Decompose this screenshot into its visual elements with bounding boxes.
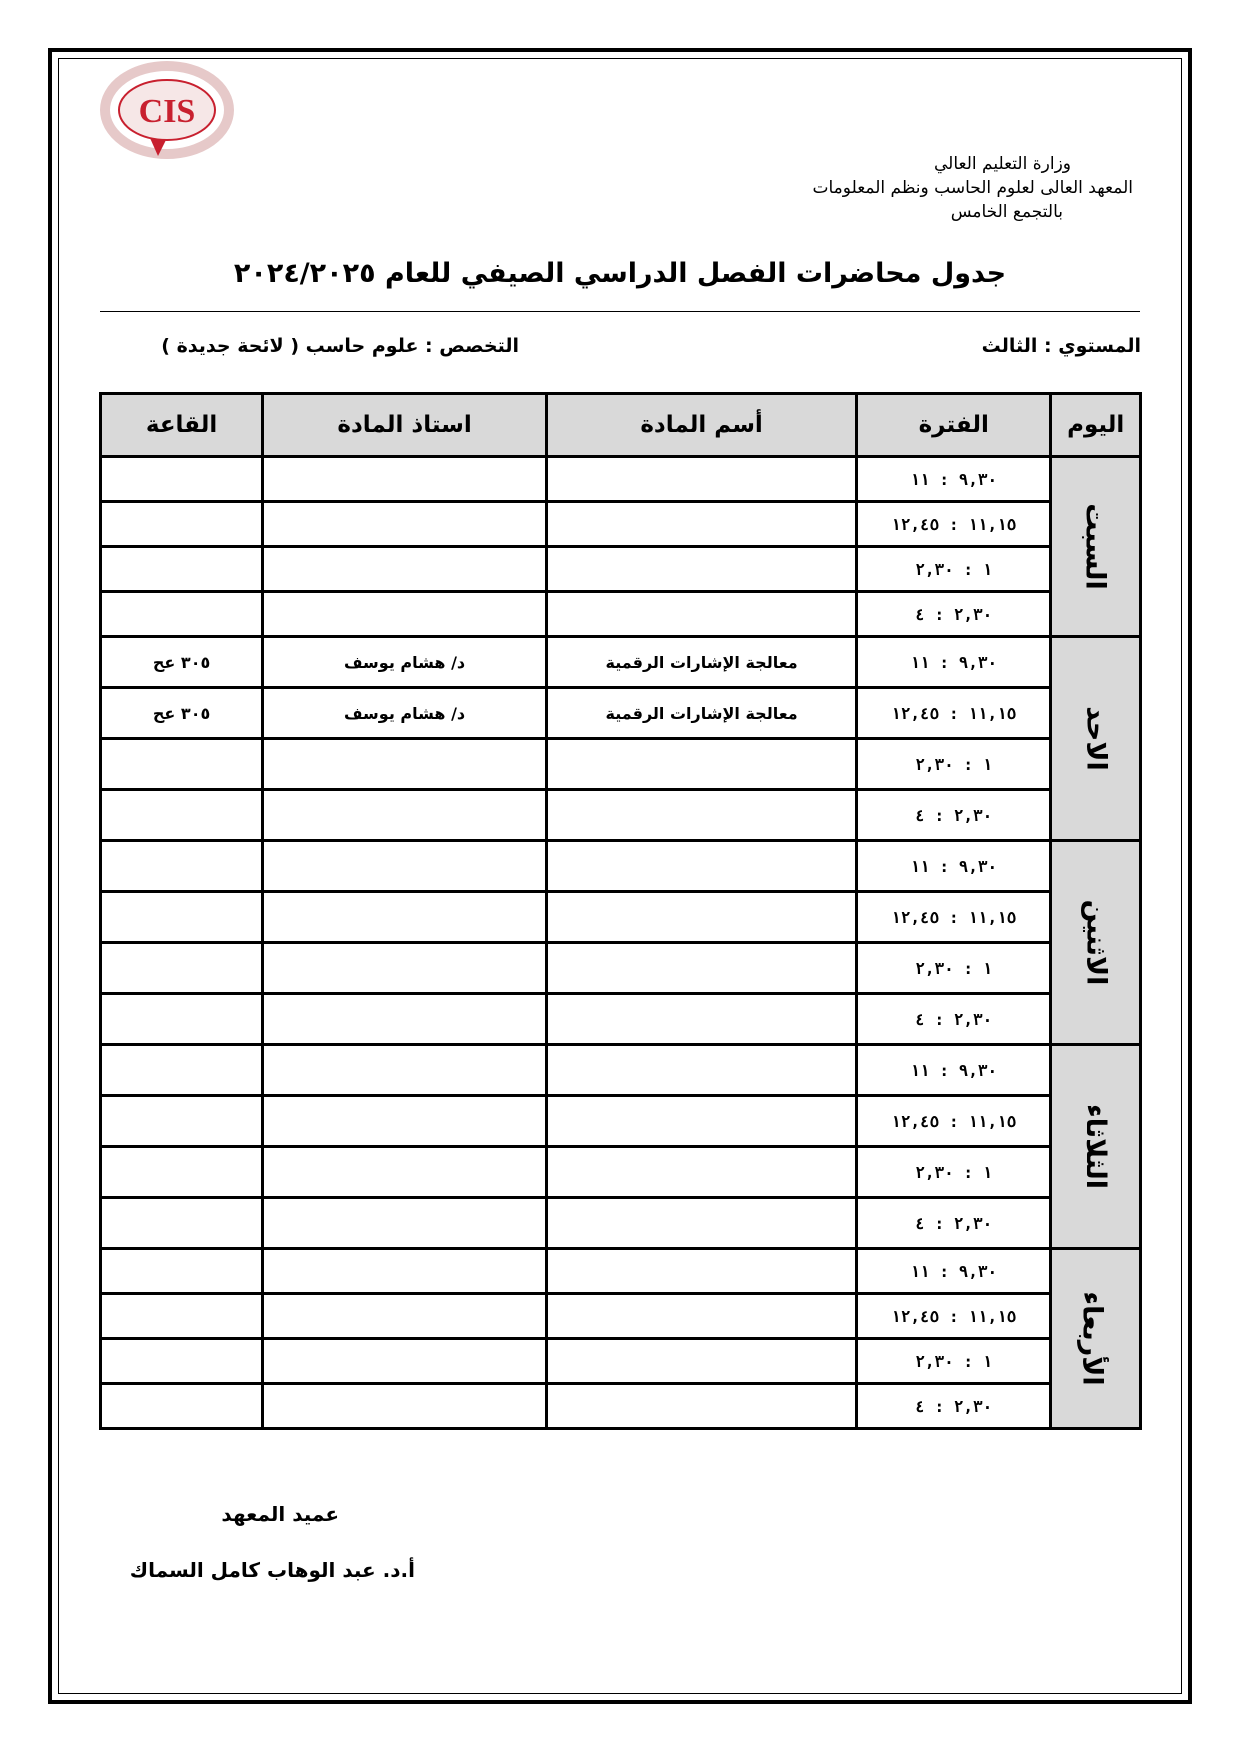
day-label: الثلاثاء	[1080, 1104, 1112, 1189]
period-cell: ١ : ٢,٣٠	[858, 548, 1049, 590]
instructor-cell	[264, 1250, 545, 1292]
table-row	[102, 1250, 1139, 1292]
room-cell	[102, 503, 261, 545]
instructor-cell	[264, 1385, 545, 1427]
table-row	[102, 944, 1139, 992]
instructor-cell	[264, 1199, 545, 1247]
table-row	[102, 689, 1139, 737]
instructor-cell	[264, 893, 545, 941]
subject-cell	[548, 503, 855, 545]
instructor-cell	[264, 548, 545, 590]
subject-cell	[548, 1385, 855, 1427]
table-row	[102, 791, 1139, 839]
subject-cell	[548, 1250, 855, 1292]
table-row	[102, 1340, 1139, 1382]
subject-cell	[548, 1046, 855, 1094]
room-cell	[102, 1097, 261, 1145]
period-cell: ١ : ٢,٣٠	[858, 740, 1049, 788]
room-cell	[102, 1385, 261, 1427]
instructor-cell	[264, 740, 545, 788]
specialization-label: التخصص : علوم حاسب ( لائحة جديدة )	[161, 335, 519, 357]
dean-title: عميد المعهد	[221, 1502, 339, 1526]
table-header-row	[102, 395, 1139, 455]
day-label: الاحد	[1080, 706, 1112, 771]
day-label: الاثنين	[1080, 899, 1112, 986]
instructor-cell	[264, 1340, 545, 1382]
period-cell: ٩,٣٠ : ١١	[858, 842, 1049, 890]
period-cell: ٢,٣٠ : ٤	[858, 995, 1049, 1043]
logo-text: CIS	[138, 93, 196, 130]
day-cell	[1052, 1250, 1139, 1427]
subject-cell	[548, 593, 855, 635]
header-day: اليوم	[1052, 395, 1139, 455]
period-cell: ٢,٣٠ : ٤	[858, 1385, 1049, 1427]
table-row	[102, 893, 1139, 941]
header-room: القاعة	[102, 395, 261, 455]
room-cell	[102, 791, 261, 839]
instructor-cell	[264, 503, 545, 545]
subject-cell	[548, 1097, 855, 1145]
table-row	[102, 1046, 1139, 1094]
period-cell: ١١,١٥ : ١٢,٤٥	[858, 689, 1049, 737]
table-row	[102, 1148, 1139, 1196]
room-cell	[102, 548, 261, 590]
instructor-cell	[264, 842, 545, 890]
day-cell	[1052, 458, 1139, 635]
table-row	[102, 1295, 1139, 1337]
room-cell	[102, 995, 261, 1043]
instructor-cell	[264, 1295, 545, 1337]
table-row	[102, 1385, 1139, 1427]
instructor-cell	[264, 995, 545, 1043]
room-cell	[102, 458, 261, 500]
day-cell	[1052, 1046, 1139, 1247]
period-cell: ١١,١٥ : ١٢,٤٥	[858, 503, 1049, 545]
room-cell	[102, 893, 261, 941]
room-cell	[102, 842, 261, 890]
room-cell	[102, 1295, 261, 1337]
room-cell	[102, 740, 261, 788]
institute-name: المعهد العالى لعلوم الحاسب ونظم المعلومات	[812, 178, 1133, 198]
period-cell: ١١,١٥ : ١٢,٤٥	[858, 1295, 1049, 1337]
subject-cell	[548, 740, 855, 788]
room-cell	[102, 593, 261, 635]
table-row	[102, 1097, 1139, 1145]
period-cell: ١١,١٥ : ١٢,٤٥	[858, 893, 1049, 941]
period-cell: ١١,١٥ : ١٢,٤٥	[858, 1097, 1049, 1145]
subject-cell	[548, 1295, 855, 1337]
room-cell	[102, 1340, 261, 1382]
header-subject: أسم المادة	[548, 395, 855, 455]
instructor-cell	[264, 1148, 545, 1196]
instructor-cell: د/ هشام يوسف	[264, 638, 545, 686]
instructor-cell	[264, 458, 545, 500]
period-cell: ٢,٣٠ : ٤	[858, 593, 1049, 635]
day-label: الأربعاء	[1076, 1291, 1108, 1386]
table-row	[102, 548, 1139, 590]
instructor-cell	[264, 791, 545, 839]
room-cell	[102, 1148, 261, 1196]
institution-header	[813, 152, 1134, 224]
page-title: جدول محاضرات الفصل الدراسي الصيفي للعام ٢٠٢٤/٢٠٢٥	[233, 258, 1007, 289]
room-cell: ٣٠٥ عح	[102, 638, 261, 686]
table-row	[102, 842, 1139, 890]
room-cell	[102, 1199, 261, 1247]
subject-cell	[548, 1340, 855, 1382]
day-label: السبت	[1080, 503, 1112, 590]
table-row	[102, 593, 1139, 635]
subject-cell: معالجة الإشارات الرقمية	[548, 638, 855, 686]
instructor-cell	[264, 593, 545, 635]
subject-cell	[548, 548, 855, 590]
period-cell: ٢,٣٠ : ٤	[858, 791, 1049, 839]
title-divider	[100, 311, 1140, 312]
instructor-cell: د/ هشام يوسف	[264, 689, 545, 737]
instructor-cell	[264, 1097, 545, 1145]
dean-name: أ.د. عبد الوهاب كامل السماك	[129, 1558, 415, 1582]
header-instructor: استاذ المادة	[264, 395, 545, 455]
schedule-table-wrapper	[99, 392, 1142, 1430]
institute-logo	[92, 60, 242, 170]
period-cell: ٩,٣٠ : ١١	[858, 458, 1049, 500]
room-cell	[102, 1046, 261, 1094]
table-row	[102, 503, 1139, 545]
header-period: الفترة	[858, 395, 1049, 455]
room-cell: ٣٠٥ عح	[102, 689, 261, 737]
period-cell: ٩,٣٠ : ١١	[858, 1250, 1049, 1292]
subject-cell	[548, 458, 855, 500]
subject-cell	[548, 1148, 855, 1196]
period-cell: ١ : ٢,٣٠	[858, 1148, 1049, 1196]
period-cell: ٩,٣٠ : ١١	[858, 1046, 1049, 1094]
subject-cell	[548, 995, 855, 1043]
period-cell: ١ : ٢,٣٠	[858, 944, 1049, 992]
ministry-name: وزارة التعليم العالي	[933, 154, 1071, 174]
period-cell: ٩,٣٠ : ١١	[858, 638, 1049, 686]
day-cell	[1052, 842, 1139, 1043]
table-row	[102, 1199, 1139, 1247]
subject-cell	[548, 1199, 855, 1247]
period-cell: ١ : ٢,٣٠	[858, 1340, 1049, 1382]
subject-cell	[548, 842, 855, 890]
level-label: المستوي : الثالث	[981, 335, 1141, 357]
day-cell	[1052, 638, 1139, 839]
branch-name: بالتجمع الخامس	[950, 202, 1063, 222]
table-row	[102, 638, 1139, 686]
subject-cell	[548, 893, 855, 941]
room-cell	[102, 944, 261, 992]
table-row	[102, 458, 1139, 500]
instructor-cell	[264, 1046, 545, 1094]
subject-cell	[548, 791, 855, 839]
schedule-body	[102, 458, 1139, 1427]
instructor-cell	[264, 944, 545, 992]
table-row	[102, 995, 1139, 1043]
period-cell: ٢,٣٠ : ٤	[858, 1199, 1049, 1247]
subject-cell: معالجة الإشارات الرقمية	[548, 689, 855, 737]
schedule-table	[99, 392, 1142, 1430]
room-cell	[102, 1250, 261, 1292]
table-row	[102, 740, 1139, 788]
subject-cell	[548, 944, 855, 992]
